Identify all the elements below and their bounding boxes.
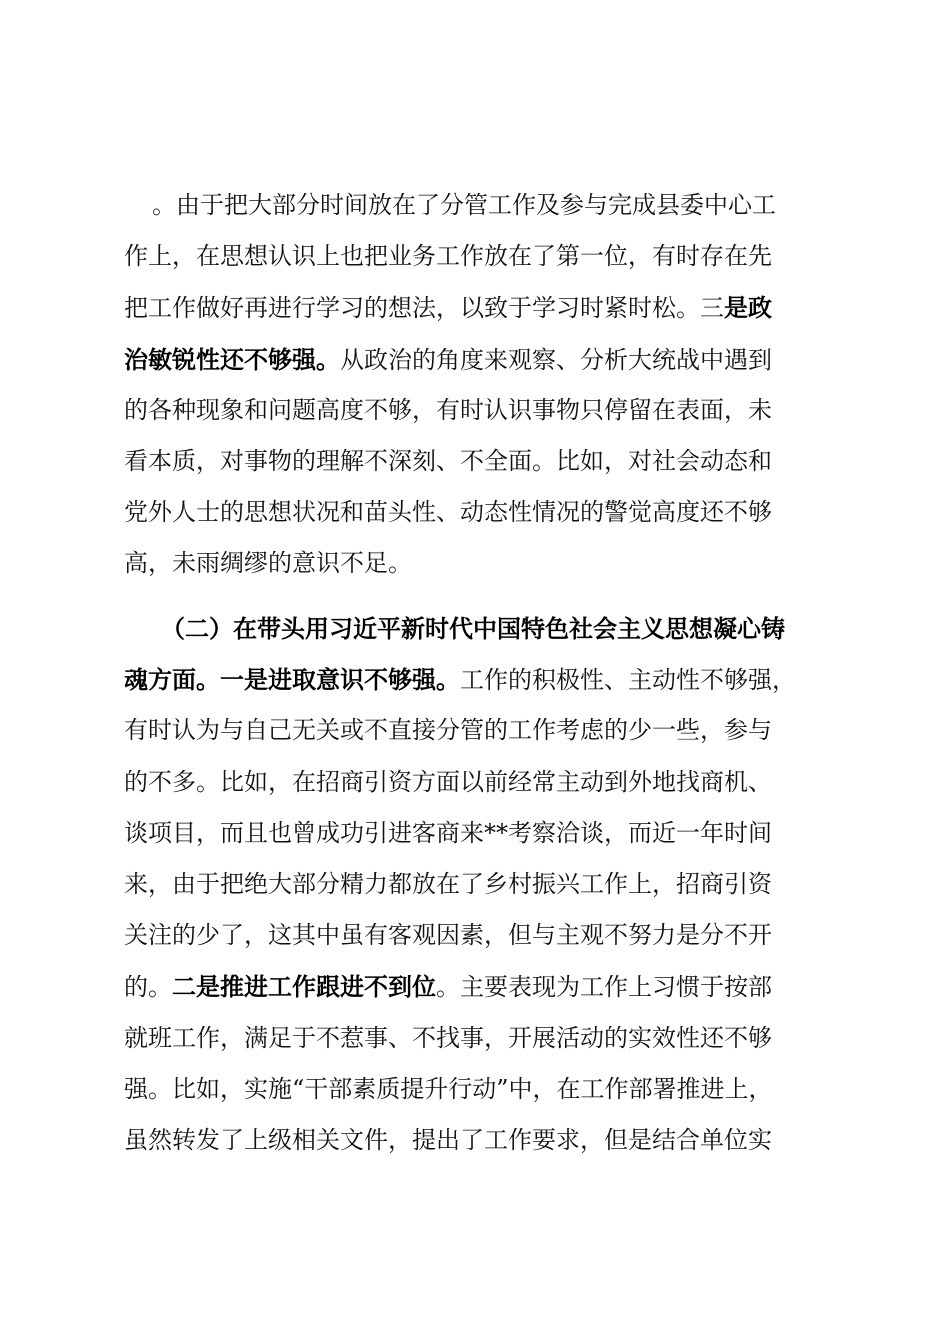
paragraph-2 — [124, 603, 830, 1166]
text-run: 就班工作，满足于不惹事、不找事，开展活动的实效性还不够 — [124, 1023, 772, 1052]
text-line — [124, 654, 830, 705]
text-run: 强。比如，实施“干部素质提升行动”中，在工作部署推进上， — [124, 1074, 773, 1103]
text-run: 有时认为与自己无关或不直接分管的工作考虑的少一些，参与 — [124, 716, 772, 745]
text-line — [124, 436, 830, 487]
text-line — [124, 282, 830, 333]
text-line — [124, 1013, 830, 1064]
text-run: 的各种现象和问题高度不够，有时认识事物只停留在表面，未 — [124, 395, 772, 424]
text-line — [124, 705, 830, 756]
text-run: 工作的积极性、主动性不够强， — [460, 666, 796, 695]
text-run: 党外人士的思想状况和苗头性、动态性情况的警觉高度还不够 — [124, 498, 772, 527]
text-run: 把工作做好再进行学习的想法，以致于学习时紧时松。三 — [124, 294, 724, 323]
bold-heading-run: 魂方面。一是进取意识不够强。 — [124, 665, 460, 695]
text-run: 虽然转发了上级相关文件，提出了工作要求，但是结合单位实 — [124, 1125, 772, 1154]
text-line — [124, 859, 830, 910]
text-line — [124, 385, 830, 436]
text-line — [124, 334, 830, 385]
text-line — [124, 538, 830, 589]
text-line — [124, 757, 830, 808]
text-line — [124, 180, 830, 231]
text-line — [124, 231, 830, 282]
text-line — [124, 487, 830, 538]
text-run: 来，由于把绝大部分精力都放在了乡村振兴工作上，招商引资 — [124, 869, 772, 898]
bold-heading-run: 二是推进工作跟进不到位 — [172, 972, 436, 1002]
text-line — [124, 961, 830, 1012]
text-run: 的。 — [124, 973, 172, 1002]
text-run: 关注的少了，这其中虽有客观因素，但与主观不努力是分不开 — [124, 921, 772, 950]
section-heading: （二）在带头用习近平新时代中国特色社会主义思想凝心铸 — [161, 614, 785, 643]
text-run: 。主要表现为工作上习惯于按部 — [436, 973, 772, 1002]
text-line — [124, 1064, 830, 1115]
text-run: 高，未雨绸缪的意识不足。 — [124, 549, 412, 578]
text-line — [124, 910, 830, 961]
section-heading-line — [124, 603, 830, 654]
text-run: 的不多。比如，在招商引资方面以前经常主动到外地找商机、 — [124, 767, 772, 796]
text-line — [124, 808, 830, 859]
paragraph-1 — [124, 180, 830, 590]
text-run: 。由于把大部分时间放在了分管工作及参与完成县委中心工 — [152, 191, 776, 219]
bold-heading-run: 是政 — [724, 293, 772, 323]
text-run: 从政治的角度来观察、分析大统战中遇到 — [340, 345, 772, 374]
text-run: 作上，在思想认识上也把业务工作放在了第一位，有时存在先 — [124, 242, 772, 271]
text-run: 谈项目，而且也曾成功引进客商来**考察洽谈，而近一年时间 — [124, 818, 772, 847]
bold-heading-run: 治敏锐性还不够强。 — [124, 344, 340, 374]
text-line — [124, 1115, 830, 1166]
text-run: 看本质，对事物的理解不深刻、不全面。比如，对社会动态和 — [124, 446, 772, 475]
